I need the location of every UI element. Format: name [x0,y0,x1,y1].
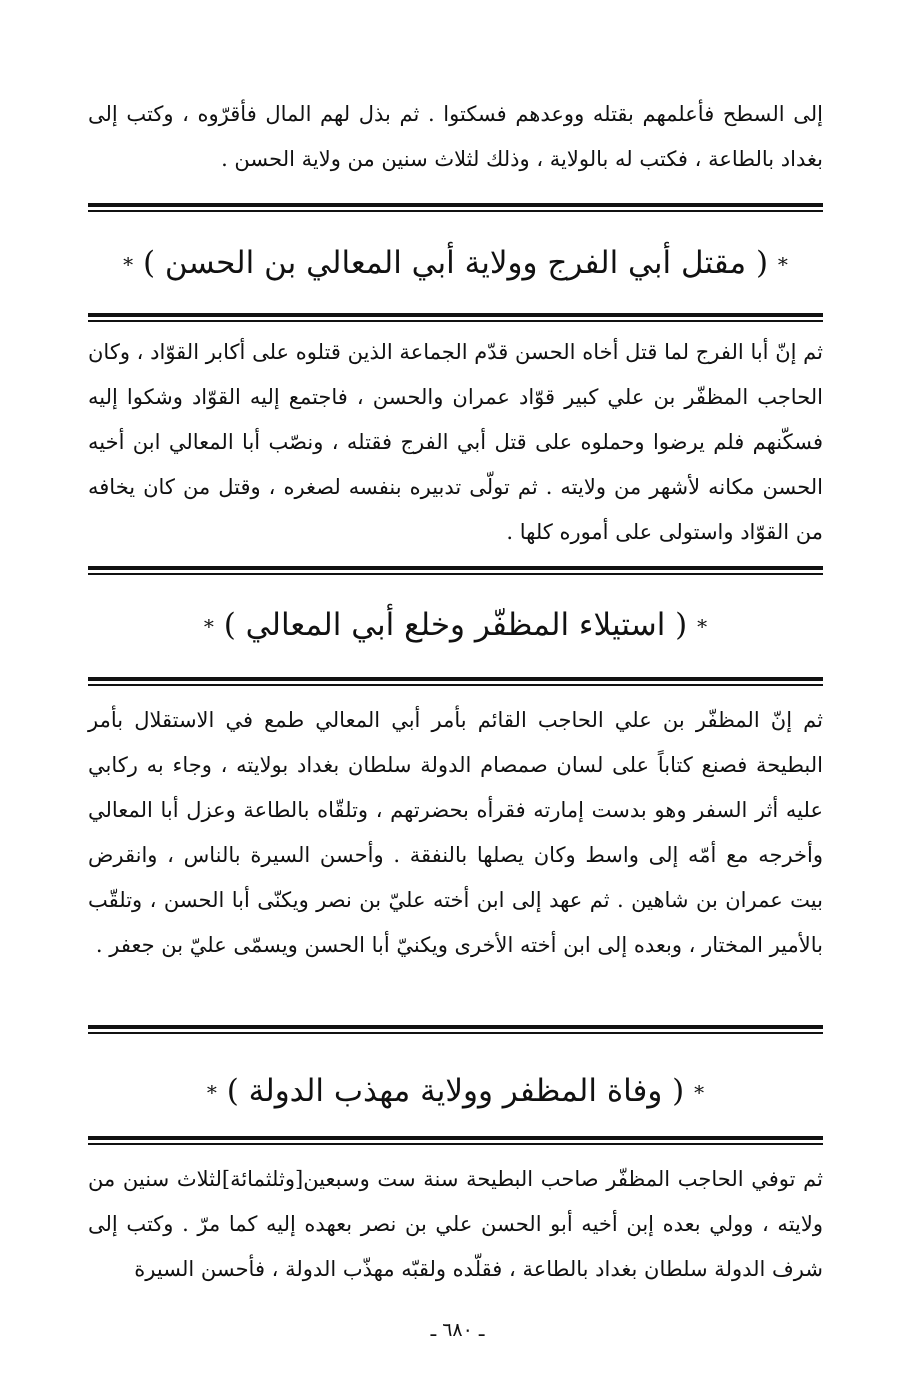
ornament-star-icon: * [697,614,708,639]
section-heading-2-text: ( استيلاء المظفّر وخلع أبي المعالي ) [223,607,688,643]
ornament-star-icon: * [203,614,214,639]
section-heading-3 [88,1066,823,1118]
section-divider-top-1 [88,203,823,213]
section-divider-top-3 [88,1025,823,1035]
ornament-star-icon: * [123,252,134,277]
section-heading-1-text: ( مقتل أبي الفرج وولاية أبي المعالي بن الحسن ) [142,245,769,281]
ornament-star-icon: * [206,1080,217,1105]
paragraph-4: ثم توفي الحاجب المظفّر صاحب البطيحة سنة ست وسبعين[وثلثمائة]لثلاث سنين من ولايته ، وولي بعده إبن أخيه أبو الحسن علي بن نصر بعهده إليه كما مرّ . وكتب إلى شرف الدولة سلطان بغداد بالطاعة ، فقلّده ولقبّه مهذّب الدولة ، فأحسن السيرة [88,1167,823,1281]
page-number: ـ ٦٨٠ ـ [430,1319,485,1341]
section-divider-bottom-1 [88,313,823,323]
section-heading-1 [88,238,823,290]
section-heading-3-text: ( وفاة المظفر وولاية مهذب الدولة ) [226,1073,685,1109]
ornament-star-icon: * [694,1080,705,1105]
section-divider-top-2 [88,566,823,576]
section-divider-bottom-3 [88,1136,823,1146]
paragraph-3: ثم إنّ المظفّر بن علي الحاجب القائم بأمر أبي المعالي طمع في الاستقلال بأمر البطيحة فصنع كتاباً على لسان صمصام الدولة سلطان بغداد بولايته ، وجاء به ركابي عليه أثر السفر وهو بدست إمارته فقرأه بحضرتهم ، وتلقّاه بالطاعة وعزل أبا المعالي وأخرجه مع أمّه إلى واسط وكان يصلها بالنفقة . وأحسن السيرة بالناس ، وانقرض بيت عمران بن شاهين . ثم عهد إلى ابن أخته عليّ بن نصر ويكنّى أبا الحسن ، وتلقّب بالأمير المختار ، وبعده إلى ابن أخته الأخرى ويكنيّ أبا الحسن ويسمّى عليّ بن جعفر . [88,708,823,957]
ornament-star-icon: * [777,252,788,277]
section-heading-2 [88,600,823,652]
paragraph-2: ثم إنّ أبا الفرج لما قتل أخاه الحسن قدّم الجماعة الذين قتلوه على أكابر القوّاد ، وكان الحاجب المظفّر بن علي كبير قوّاد عمران والحسن ، فاجتمع إليه القوّاد وشكوا إليه فسكّنهم فلم يرضوا وحملوه على قتل أبي الفرج فقتله ، ونصّب أبا المعالي ابن أخيه الحسن مكانه لأشهر من ولايته . ثم تولّى تدبيره بنفسه لصغره ، وقتل من كان يخافه من القوّاد واستولى على أموره كلها . [88,340,823,544]
section-divider-bottom-2 [88,677,823,687]
paragraph-1: إلى السطح فأعلمهم بقتله ووعدهم فسكتوا . ثم بذل لهم المال فأقرّوه ، وكتب إلى بغداد بالطاعة ، فكتب له بالولاية ، وذلك لثلاث سنين من ولاية الحسن . [88,102,823,171]
